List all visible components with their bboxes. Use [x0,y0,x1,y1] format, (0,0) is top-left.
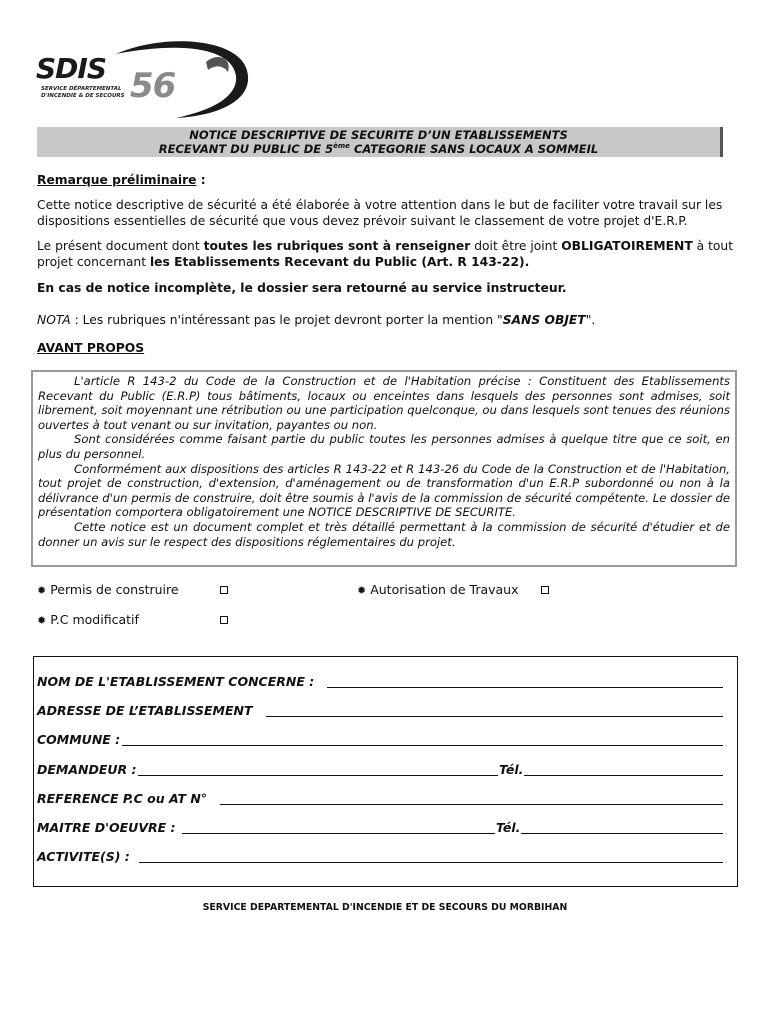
nota-end: ". [585,313,596,327]
field-reference-label: REFERENCE P.C ou AT N° [37,791,208,806]
field-commune-line[interactable] [122,745,723,746]
checkbox-autorisation[interactable] [541,586,549,594]
bullet-icon: ✹ [357,584,367,597]
field-reference-line[interactable] [220,804,723,805]
field-maitre-label: MAITRE D'OEUVRE : [37,820,176,835]
field-demandeur-label: DEMANDEUR : [37,762,137,777]
checkbox-pc-modificatif[interactable] [220,616,228,624]
nota-paragraph [37,312,737,328]
title-line-2 [37,142,720,156]
bullet-icon: ✹ [37,614,47,627]
establishment-form [33,656,738,887]
nota-sans-objet: SANS OBJET [502,313,586,327]
option-pc-modificatif [37,612,139,627]
avant-propos-p3: Conformément aux dispositions des articles R 143-22 et R 143-26 du Code de la Construction et de l'Habitation, tout projet de construction, d'extension, d'aménagement ou de transformation d'un E.R.P subordonné ou non à la délivrance d'un permis de construire, doit être soumis à l'avis de la commission de sécurité compétente. Le dossier de présentation comportera obligatoirement une NOTICE DESCRIPTIVE DE SECURITE. [38,461,730,520]
para2-bold-d: OBLIGATOIREMENT [561,239,693,253]
para2-bold-b: toutes les rubriques sont à renseigner [203,239,471,253]
avant-propos-heading-text: AVANT PROPOS [37,341,145,355]
para2-text-c: doit être joint [470,239,562,253]
bullet-icon: ✹ [37,584,47,597]
logo-subtitle-line2: D'INCENDIE & DE SECOURS [41,93,125,99]
logo-number: 56 [130,66,176,106]
field-tel2-label: Tél. [496,820,521,835]
title-line-2-start: RECEVANT DU PUBLIC DE 5 [158,142,334,156]
para2-text-a: Le présent document dont [37,239,204,253]
remarque-heading-colon: : [196,173,206,187]
remarque-heading [37,172,737,188]
avant-propos-heading [37,340,737,356]
footer-organization: SERVICE DEPARTEMENTAL D'INCENDIE ET DE SECOURS DU MORBIHAN [202,902,568,913]
nota-text: : Les rubriques n'intéressant pas le projet devront porter la mention " [70,313,503,327]
field-nom-label: NOM DE L'ETABLISSEMENT CONCERNE : [37,674,315,689]
logo-subtitle [41,86,125,100]
title-line-2-end: CATEGORIE SANS LOCAUX A SOMMEIL [349,142,599,156]
logo-subtitle-line1: SERVICE DÉPARTEMENTAL [41,86,122,92]
field-activite-label: ACTIVITE(S) : [37,849,130,864]
option-autorisation-label: Autorisation de Travaux [370,582,519,597]
avant-propos-p1: L'article R 143-2 du Code de la Construction et de l'Habitation précise : Constituent des Etablissements Recevant du Public (E.R.P) tous bâtiments, locaux ou enceintes dans lesquels des personnes sont admises, soit librement, soit moyennant une rétribution ou une participation quelconque, ou dans lesquels sont tenues des réunions ouvertes à tout venant ou sur invitation, payantes ou non. [38,374,730,432]
title-superscript: ème [333,142,350,151]
remarque-paragraph-3: En cas de notice incomplète, le dossier sera retourné au service instructeur. [37,281,567,295]
field-nom-line[interactable] [327,687,723,688]
option-permis [37,582,179,597]
para2-bold-f: les Etablissements Recevant du Public (Art. R 143-22). [149,255,530,269]
field-demandeur-line[interactable] [138,775,723,776]
title-line-1: NOTICE DESCRIPTIVE DE SECURITE D’UN ETABLISSEMENTS [189,128,568,142]
field-adresse-label: ADRESSE DE L’ETABLISSEMENT [37,703,253,718]
field-adresse-line[interactable] [266,716,723,717]
logo-brand: SDIS [36,52,106,85]
document-title-banner [37,127,723,157]
avant-propos-box [31,370,737,567]
option-permis-label: Permis de construire [50,582,179,597]
remarque-paragraph-1: Cette notice descriptive de sécurité a été élaborée à votre attention dans le but de faciliter votre travail sur les dispositions essentielles de sécurité que vous devez prévoir suivant le classement de votre projet d'E.R.P. [37,198,723,228]
avant-propos-p4: Cette notice est un document complet et très détaillé permettant à la commission de sécurité d'étudier et de donner un avis sur le respect des dispositions réglementaires du projet. [38,519,730,549]
option-pc-modificatif-label: P.C modificatif [50,612,139,627]
para2-text-e: à tout projet concernant [37,239,734,269]
field-activite-line[interactable] [139,862,723,863]
remarque-heading-text: Remarque préliminaire [37,173,197,187]
field-commune-label: COMMUNE : [37,732,121,747]
sdis56-logo [36,36,258,120]
nota-label: NOTA [37,313,71,327]
option-autorisation [357,582,519,597]
field-maitre-line[interactable] [182,833,723,834]
field-tel1-label: Tél. [499,762,524,777]
remarque-paragraph-2 [37,238,737,270]
checkbox-permis[interactable] [220,586,228,594]
logo-swoosh-icon [96,36,258,120]
avant-propos-p2: Sont considérées comme faisant partie du public toutes les personnes admises à quelque titre que ce soit, en plus du personnel. [38,432,730,461]
